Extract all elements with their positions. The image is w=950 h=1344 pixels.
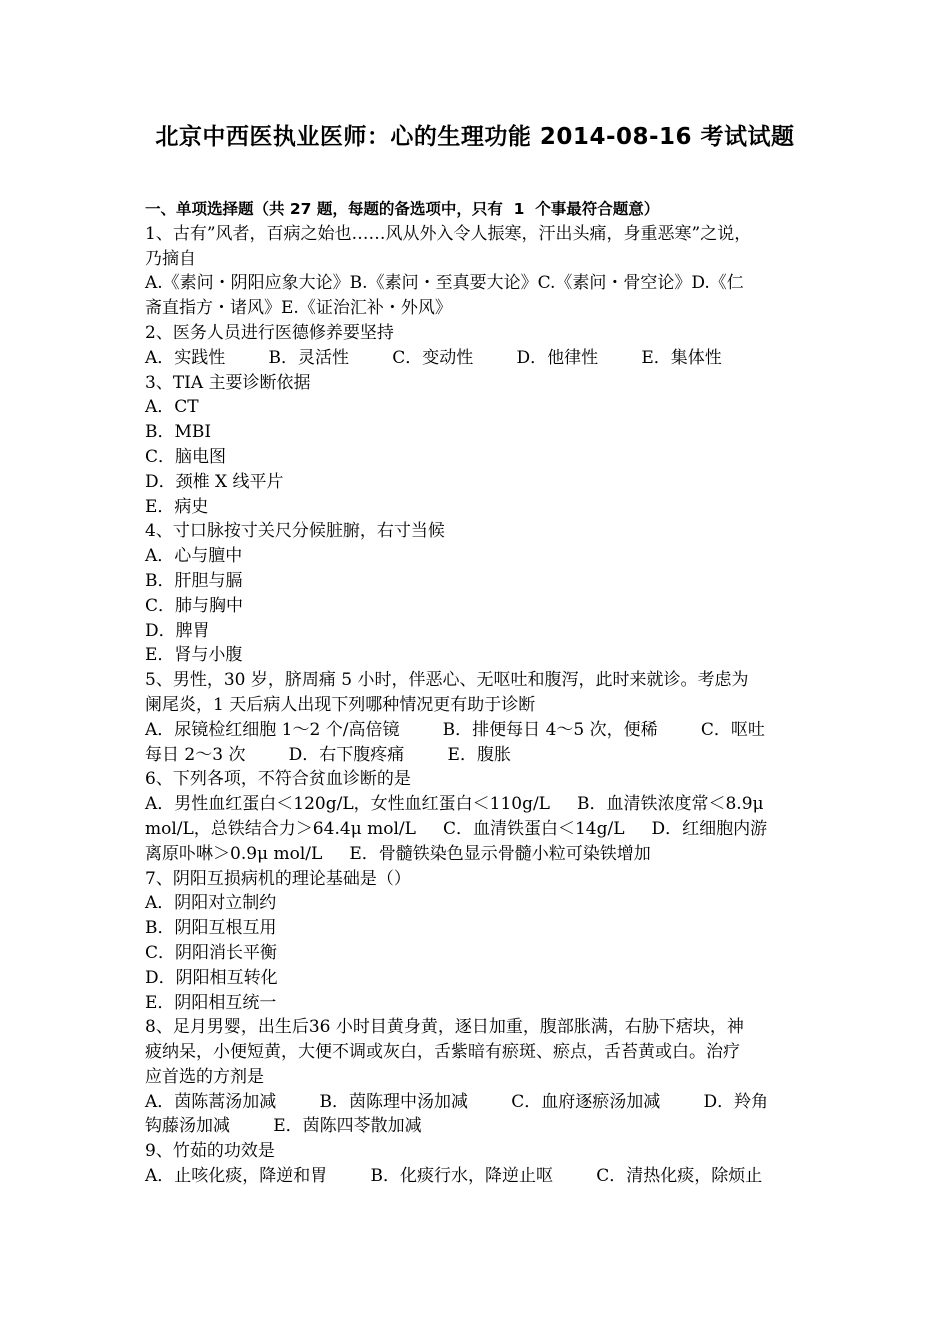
text-line: 1、古有”风者，百病之始也……风从外入令人振寒，汗出头痛，身重恶寒”之说， bbox=[145, 223, 752, 244]
text-line: B．阴阳互根互用 bbox=[145, 918, 277, 939]
text-line: mol/L，总铁结合力＞64.4μ mol/L C．血清铁蛋白＜14g/L D．红细胞内游 bbox=[145, 818, 768, 839]
text-line: C．脑电图 bbox=[145, 446, 227, 467]
text-line: E．肾与小腹 bbox=[145, 645, 243, 666]
text-line: 7、阴阳互损病机的理论基础是（） bbox=[145, 868, 411, 889]
text-line: 每日 2～3 次 D．右下腹疼痛 E．腹胀 bbox=[145, 744, 511, 765]
text-line: D．颈椎 X 线平片 bbox=[145, 471, 284, 492]
text-line: A．男性血红蛋白＜120g/L，女性血红蛋白＜110g/L B．血清铁浓度常＜8.9μ bbox=[145, 794, 764, 815]
text-line: 4、寸口脉按寸关尺分候脏腑，右寸当候 bbox=[145, 521, 445, 542]
text-line: D．脾胃 bbox=[145, 620, 210, 641]
text-line: C．阴阳消长平衡 bbox=[145, 942, 278, 963]
text-line: 应首选的方剂是 bbox=[145, 1066, 264, 1087]
text-line: A．止咳化痰，降逆和胃 B．化痰行水，降逆止呕 C．清热化痰，除烦止 bbox=[145, 1166, 763, 1187]
question-list bbox=[145, 197, 813, 1189]
text-line: 阑尾炎，1 天后病人出现下列哪种情况更有助于诊断 bbox=[145, 694, 536, 715]
text-line: B．MBI bbox=[145, 422, 212, 443]
text-line: 3、TIA 主要诊断依据 bbox=[145, 372, 311, 393]
text-line: 5、男性，30 岁，脐周痛 5 小时，伴恶心、无呕吐和腹泻，此时来就诊。考虑为 bbox=[145, 670, 749, 691]
text-line: A．CT bbox=[145, 397, 199, 418]
text-line: 6、下列各项，不符合贫血诊断的是 bbox=[145, 769, 411, 790]
text-line: A．尿镜检红细胞 1～2 个/高倍镜 B．排便每日 4～5 次，便稀 C．呕吐 bbox=[145, 719, 765, 740]
text-line: 疲纳呆，小便短黄，大便不调或灰白，舌紫暗有瘀斑、瘀点，舌苔黄或白。治疗 bbox=[145, 1042, 740, 1063]
text-line: 8、足月男婴，出生后36 小时目黄身黄，逐日加重，腹部胀满，右胁下痞块，神 bbox=[145, 1017, 744, 1038]
text-line: E．阴阳相互统一 bbox=[145, 992, 277, 1013]
text-line: A.《素问・阴阳应象大论》B.《素问・至真要大论》C.《素问・骨空论》D.《仁 bbox=[145, 273, 744, 294]
text-line: 9、竹茹的功效是 bbox=[145, 1141, 275, 1162]
text-line: 斋直指方・诸风》E.《证治汇补・外风》 bbox=[145, 298, 452, 319]
text-line: D．阴阳相互转化 bbox=[145, 967, 278, 988]
text-line: E．病史 bbox=[145, 496, 209, 517]
document-title: 北京中西医执业医师：心的生理功能 2014-08-16 考试试题 bbox=[155, 124, 795, 150]
text-line: 乃摘自 bbox=[145, 248, 196, 269]
text-line: C．肺与胸中 bbox=[145, 595, 244, 616]
text-line: B．肝胆与膈 bbox=[145, 570, 243, 591]
section-heading: 一、单项选择题（共 27 题，每题的备选项中，只有 1 个事最符合题意） bbox=[145, 200, 660, 218]
text-line: A．阴阳对立制约 bbox=[145, 893, 277, 914]
text-line: A．茵陈蒿汤加减 B．茵陈理中汤加减 C．血府逐瘀汤加减 D．羚角 bbox=[145, 1091, 769, 1112]
text-line: 离原卟啉＞0.9μ mol/L E．骨髓铁染色显示骨髓小粒可染铁增加 bbox=[145, 843, 651, 864]
text-line: A．实践性 B．灵活性 C．变动性 D．他律性 E．集体性 bbox=[145, 347, 722, 368]
text-line: A．心与膻中 bbox=[145, 546, 243, 567]
text-line: 2、医务人员进行医德修养要坚持 bbox=[145, 322, 394, 343]
text-line: 钩藤汤加减 E．茵陈四苓散加减 bbox=[145, 1116, 422, 1137]
